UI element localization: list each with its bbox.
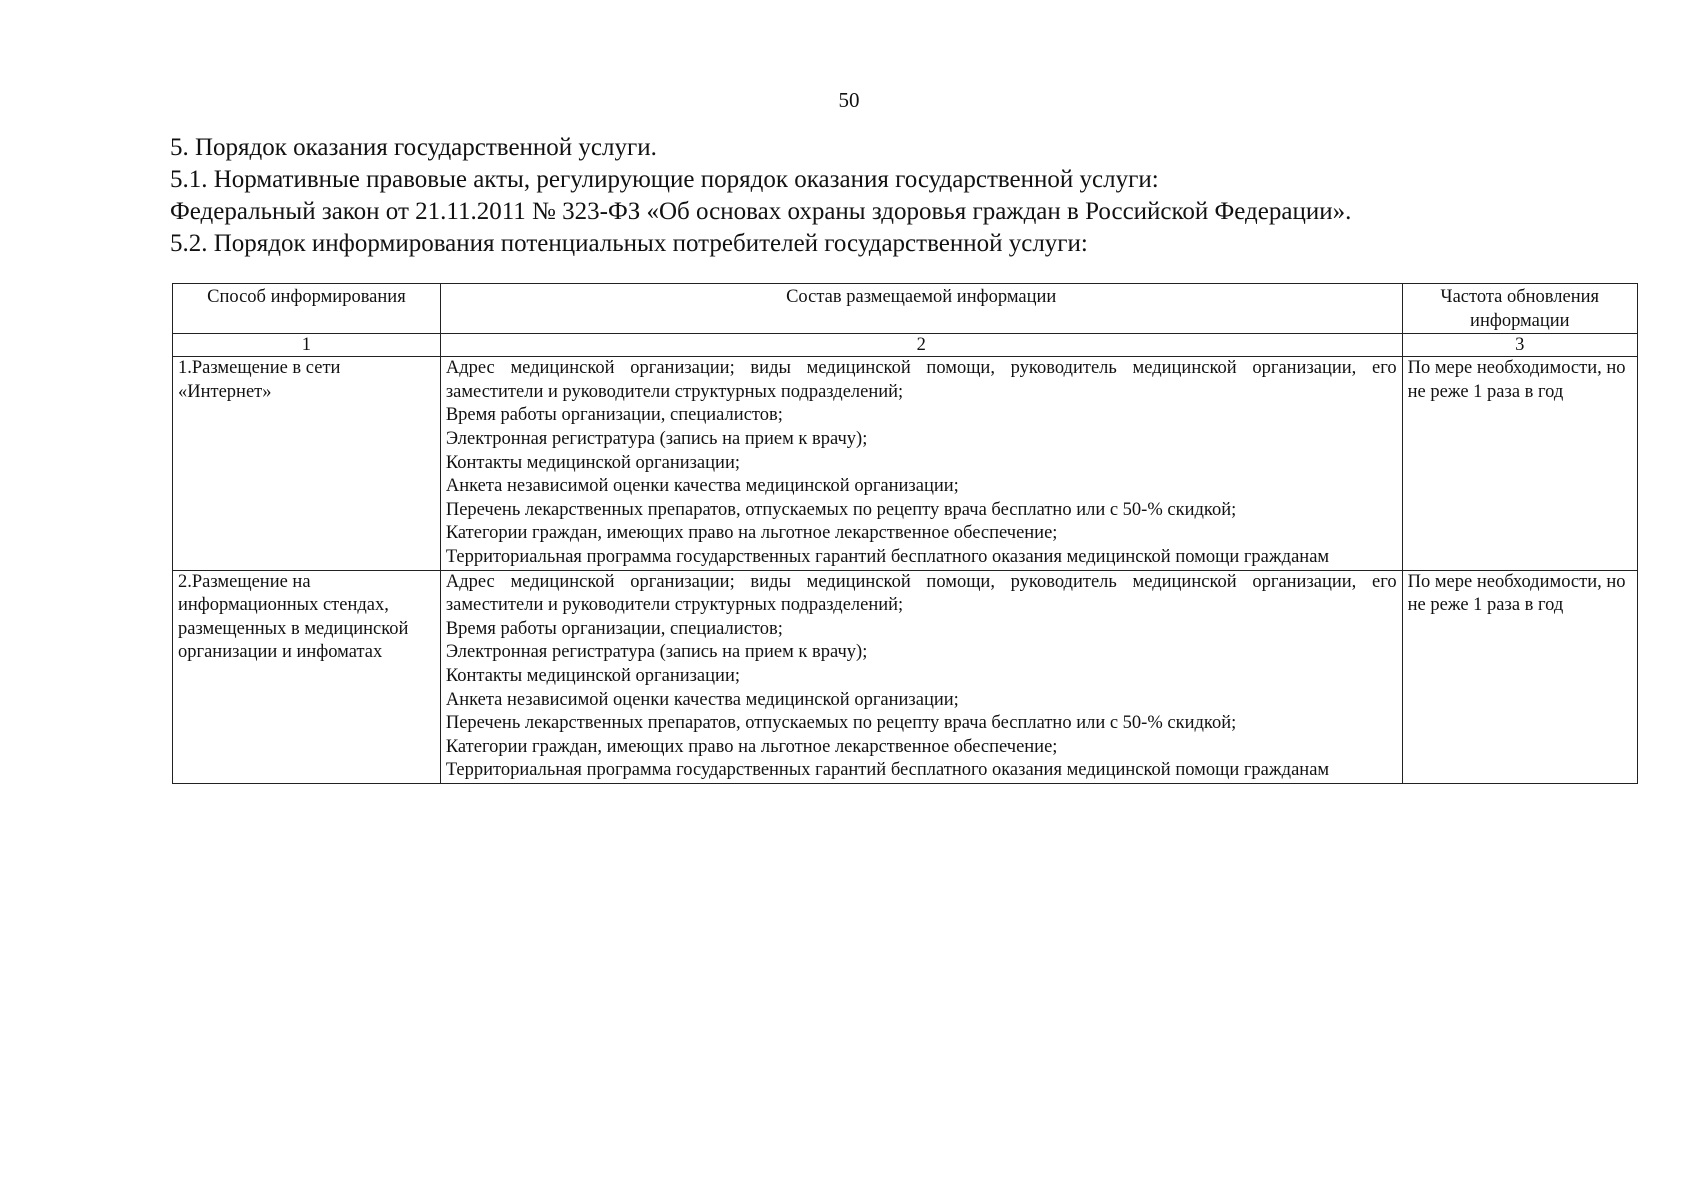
frequency-cell: По мере необходимости, но не реже 1 раза в год xyxy=(1402,357,1637,570)
content-line: Адрес медицинской организации; виды медицинской помощи, руководитель медицинской организации, его заместители и руководители структурных подразделений; xyxy=(445,358,1397,402)
legal-acts-heading: 5.1. Нормативные правовые акты, регулирующие порядок оказания государственной услуги: xyxy=(170,166,1159,193)
section-headings xyxy=(170,132,1640,260)
header-method: Способ информирования xyxy=(173,284,441,334)
column-number: 3 xyxy=(1402,334,1637,357)
content-line: Адрес медицинской организации; виды медицинской помощи, руководитель медицинской организации, его заместители и руководители структурных подразделений; xyxy=(445,571,1397,616)
content-line: Категории граждан, имеющих право на льготное лекарственное обеспечение; xyxy=(445,523,1058,544)
content-line: Электронная регистратура (запись на прием к врачу); xyxy=(445,428,868,449)
content-line: Контакты медицинской организации; xyxy=(445,452,740,473)
content-line: Контакты медицинской организации; xyxy=(445,665,740,686)
frequency-cell: По мере необходимости, но не реже 1 раза в год xyxy=(1402,570,1637,783)
page-number: 50 xyxy=(838,88,860,112)
section-title: 5. Порядок оказания государственной услуги. xyxy=(170,134,657,161)
table-header-row xyxy=(173,284,1638,334)
content-line: Анкета независимой оценки качества медицинской организации; xyxy=(445,476,959,497)
method-cell: 1.Размещение в сети «Интернет» xyxy=(173,357,441,570)
table-row xyxy=(173,357,1638,570)
content-line: Перечень лекарственных препаратов, отпускаемых по рецепту врача бесплатно или с 50-% скидкой; xyxy=(445,499,1237,520)
content-cell xyxy=(440,570,1402,783)
content-line: Электронная регистратура (запись на прием к врачу); xyxy=(445,642,868,663)
content-line: Перечень лекарственных препаратов, отпускаемых по рецепту врача бесплатно или с 50-% скидкой; xyxy=(445,713,1237,734)
content-line: Анкета независимой оценки качества медицинской организации; xyxy=(445,689,959,710)
column-number: 1 xyxy=(173,334,441,357)
content-cell xyxy=(440,357,1402,570)
federal-law-reference: Федеральный закон от 21.11.2011 № 323-ФЗ «Об основах охраны здоровья граждан в Российской Федерации». xyxy=(170,198,1352,225)
content-line: Территориальная программа государственных гарантий бесплатного оказания медицинской помощи гражданам xyxy=(445,546,1330,567)
column-number: 2 xyxy=(440,334,1402,357)
method-cell: 2.Размещение на информационных стендах, размещенных в медицинской организации и инфоматах xyxy=(173,570,441,783)
column-number-row xyxy=(173,334,1638,357)
content-line: Время работы организации, специалистов; xyxy=(445,618,783,639)
header-content: Состав размещаемой информации xyxy=(440,284,1402,334)
table-row xyxy=(173,570,1638,783)
informing-procedure-heading: 5.2. Порядок информирования потенциальных потребителей государственной услуги: xyxy=(170,230,1088,257)
content-line: Территориальная программа государственных гарантий бесплатного оказания медицинской помощи гражданам xyxy=(445,760,1330,781)
content-line: Время работы организации, специалистов; xyxy=(445,405,783,426)
content-line: Категории граждан, имеющих право на льготное лекарственное обеспечение; xyxy=(445,736,1058,757)
header-frequency: Частота обновления информации xyxy=(1402,284,1637,334)
informing-table xyxy=(172,283,1638,784)
